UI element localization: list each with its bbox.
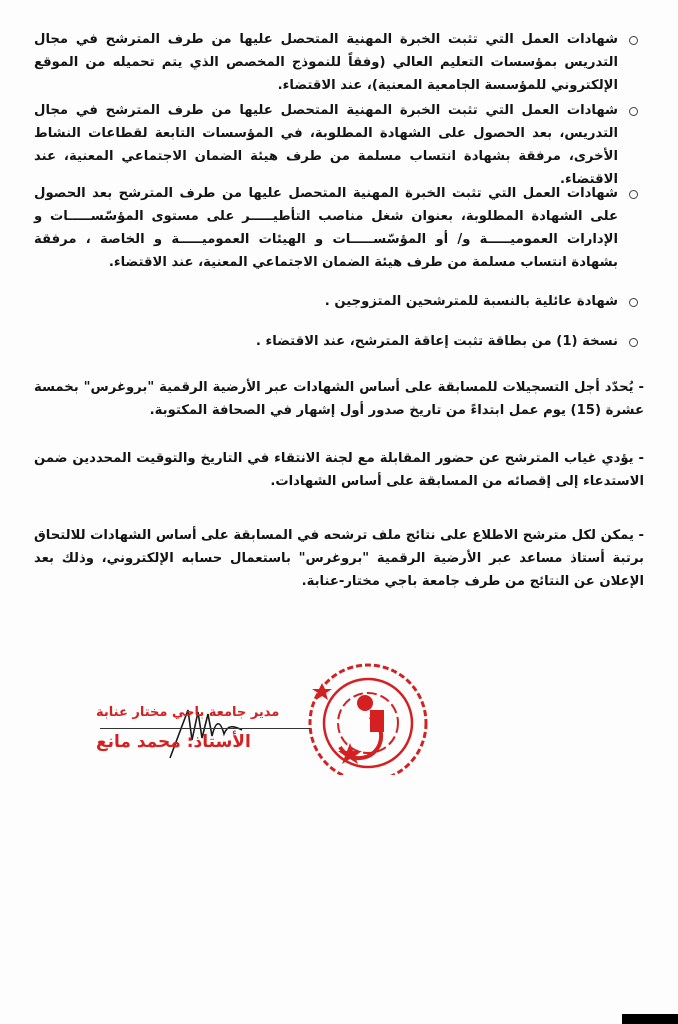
requirement-item [34,182,644,274]
requirement-text: نسخة (1) من بطاقة تثبت إعاقة المترشح، عند الاقتضاء . [255,334,618,349]
absence-paragraph: - يؤدي غياب المترشح عن حضور المقابلة مع لجنة الانتقاء في التاريخ والتوقيت المحددين ضمن الاستدعاء إلى إقصائه من المسابقة على أساس الشهادات. [34,451,644,489]
signatory-title: مدير جامعة باجي مختار عنابة [96,705,280,720]
registration-deadline-paragraph: - يُحدّد أجل التسجيلات للمسابقة على أساس الشهادات عبر الأرضية الرقمية "بروغرس" بخمسة عشرة (15) يوم عمل ابتداءً من تاريخ صدور أول إشهار في الصحافة المكتوبة. [34,380,644,418]
hollow-bullet-icon [629,338,638,347]
requirement-item [34,99,644,191]
official-stamp-icon [270,655,440,775]
requirement-text: شهادات العمل التي تثبت الخبرة المهنية المتحصل عليها من طرف المترشح في مجال التدريس، بعد الحصول على الشهادة المطلوبة، في المؤسسات التابعة لقطاعات النشاط الأخرى، مرفقة بشهادة انتساب مسلمة من طرف هيئة الضمان الاجتماعي المعنية، عند الاقتضاء. [34,103,618,187]
requirement-item [34,330,644,353]
requirement-text: شهادات العمل التي تثبت الخبرة المهنية المتحصل عليها من طرف المترشح في مجال التدريس بمؤسسات التعليم العالي (وفقاً للنموذج المخصص الذي يتم تحميله من الموقع الإلكتروني للمؤسسة الجامعية المعنية)، عند الاقتضاء. [34,32,618,93]
hollow-bullet-icon [629,36,638,45]
signatory-name: الأستاذ: محمد مانع [96,732,251,752]
requirement-item [34,28,644,97]
results-paragraph: - يمكن لكل مترشح الاطلاع على نتائج ملف ترشحه في المسابقة على أساس الشهادات للالتحاق برتبة أستاذ مساعد عبر الأرضية الرقمية "بروغرس" باستعمال حسابه الإلكتروني، وذلك بعد الإعلان عن النتائج من طرف جامعة باجي مختار-عنابة. [34,528,644,589]
requirement-text: شهادة عائلية بالنسبة للمترشحين المتزوجين . [324,294,618,309]
hollow-bullet-icon [629,107,638,116]
hollow-bullet-icon [629,298,638,307]
hollow-bullet-icon [629,190,638,199]
corner-black-bar [622,1014,678,1024]
signature-line [100,728,310,729]
requirement-item [34,290,644,313]
requirement-text: شهادات العمل التي تثبت الخبرة المهنية المتحصل عليها من طرف المترشح بعد الحصول على الشهادة المطلوبة، بعنوان شغل مناصب التأطيـــــر على مستوى المؤسّســـــات و الإدارات العموميـــــة و/ أو المؤسّســـــات و الهيئات العموميـــــة و الخاصة ، مرفقة بشهادة انتساب مسلمة من طرف هيئة الضمان الاجتماعي المعنية، عند الاقتضاء. [34,186,618,270]
